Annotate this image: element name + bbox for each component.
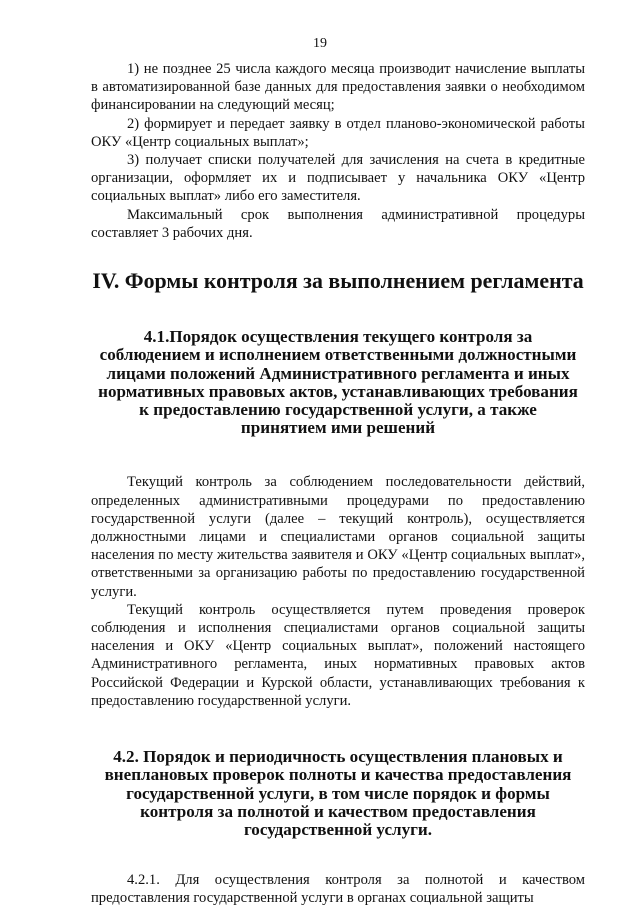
spacer <box>91 290 585 328</box>
paragraph-current-control-method: Текущий контроль осуществляется путем проведения проверок соблюдения и исполнения специалистами органов социальной защиты населения и ОКУ «Центр социальных выплат», положений настоящего Административного регламента, иных нормативных правовых актов Российской Федерации и Курской области, устанавливающих требования к предоставлению государственной услуги. <box>91 601 585 709</box>
section-heading: IV. Формы контроля за выполнением регламента <box>92 268 584 294</box>
procedure-deadline: Максимальный срок выполнения административной процедуры составляет 3 рабочих дня. <box>91 206 585 241</box>
paragraph-current-control: Текущий контроль за соблюдением последовательности действий, определенных административными процедурами по предоставлению государственной услуги (далее – текущий контроль), осуществляется должностными лицами и специалистами органов социальной защиты населения по месту жительства заявителя и ОКУ «Центр социальных выплат», ответственными за организацию работы по предоставлению государственной услуги. <box>91 474 585 600</box>
procedure-step-2: 2) формирует и передает заявку в отдел планово-экономической работы ОКУ «Центр социальных выплат»; <box>91 115 585 150</box>
subsection-heading-4-1: 4.1.Порядок осуществления текущего контроля за соблюдением и исполнением ответственными должностными лицами положений Административного регламента и иных нормативных правовых актов, устанавливающих требования к предоставлению государственной услуги, а также принятием ими решений <box>98 327 578 438</box>
page-number: 19 <box>313 36 327 51</box>
spacer <box>91 710 585 748</box>
subsection-heading-4-2: 4.2. Порядок и периодичность осуществления плановых и внеплановых проверок полноты и качества предоставления государственной услуги, в том числе порядок и формы контроля за полнотой и качеством предоставления государственной услуги. <box>104 747 572 839</box>
paragraph-4-2-1: 4.2.1. Для осуществления контроля за полнотой и качеством предоставления государственной услуги в органах социальной защиты <box>91 872 585 907</box>
procedure-step-1: 1) не позднее 25 числа каждого месяца производит начисление выплаты в автоматизированной базе данных для предоставления заявки о необходимом финансировании на следующий месяц; <box>91 61 585 114</box>
procedure-step-3: 3) получает списки получателей для зачисления на счета в кредитные организации, оформляет их и подписывает у начальника ОКУ «Центр социальных выплат» либо его заместителя. <box>91 152 585 205</box>
spacer <box>91 839 585 871</box>
spacer <box>91 437 585 473</box>
page-content <box>91 60 585 908</box>
